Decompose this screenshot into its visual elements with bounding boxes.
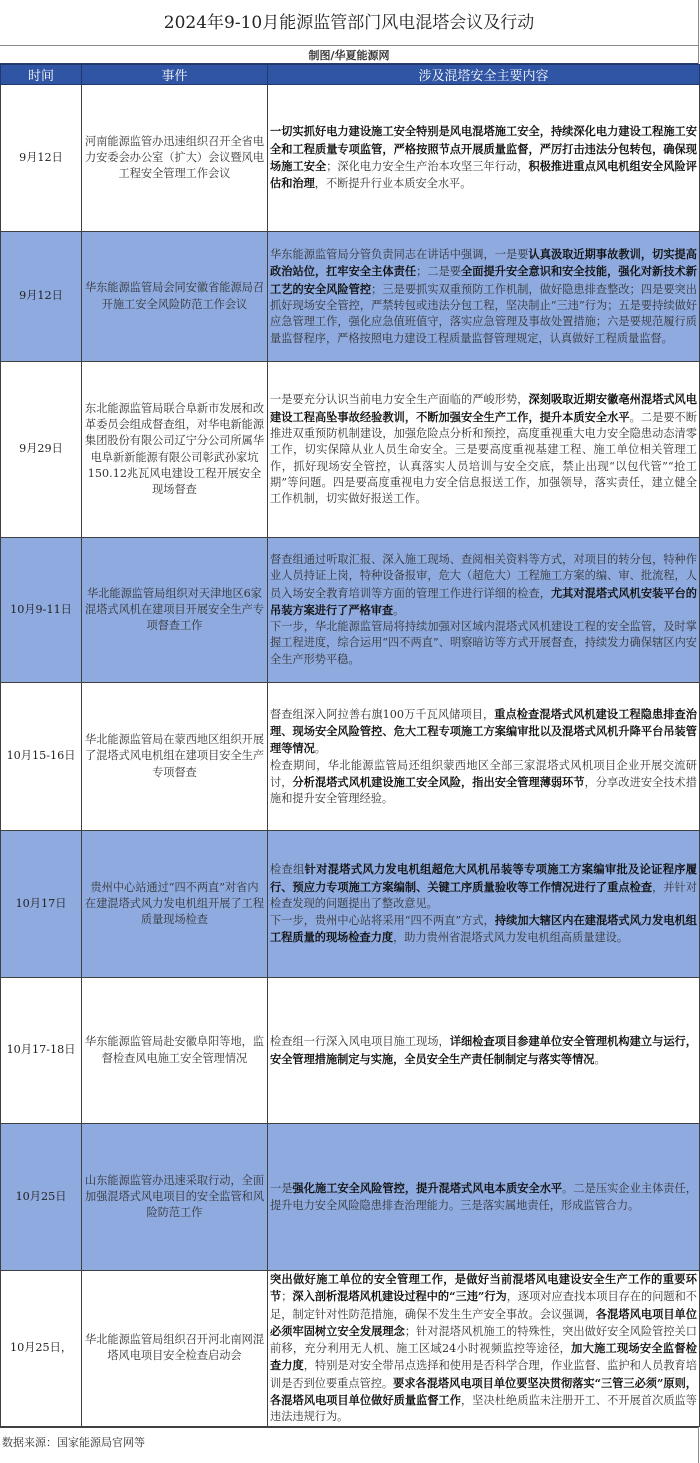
table-row bbox=[1, 232, 700, 362]
cell-time: 10月25日， bbox=[1, 1271, 82, 1427]
cell-content: 督查组通过听取汇报、深入施工现场、查阅相关资料等方式，对项目的转分包，特种作业人员持证上岗，特种设备报审，危大（超危大）工程施工方案的编、审、批流程，人员入场安全教育培训等方面的管理工作进行详细的检查，尤其对混塔式风机安装平台的吊装方案进行了严格审查。 下一步，华北能源监管局将持续加强对区域内混塔式风机建设工程的安全监管，及时掌握工程进度，综合运用“四不两直”、明察暗访等方式开展督查，持续发力确保辖区内安全生产形势平稳。 bbox=[268, 538, 700, 683]
cell-content: 一切实抓好电力建设施工安全特别是风电混塔施工安全，持续深化电力建设工程施工安全和工程质量专项监管，严格按照节点开展质量监督，严厉打击违法分包转包，确保现场施工安全；深化电力安全生产治本攻坚三年行动，积极推进重点风电机组安全风险评估和治理，不断提升行业本质安全水平。 bbox=[268, 85, 700, 232]
table-row bbox=[1, 362, 700, 538]
cell-time: 10月15-16日 bbox=[1, 683, 82, 831]
table-row bbox=[1, 1271, 700, 1427]
cell-event: 河南能源监管办迅速组织召开全省电力安委会办公室（扩大）会议暨风电工程安全管理工作会议 bbox=[82, 85, 268, 232]
cell-event: 贵州中心站通过“四不两直”对省内在建混塔式风力发电机组开展了工程质量现场检查 bbox=[82, 831, 268, 978]
cell-event: 华北能源监管局组织召开河北南网混塔风电项目安全检查启动会 bbox=[82, 1271, 268, 1427]
cell-time: 10月17日 bbox=[1, 831, 82, 978]
table-row bbox=[1, 538, 700, 683]
cell-content: 检查组针对混塔式风力发电机组超危大风机吊装等专项施工方案编审批及论证程序履行、预应力专项施工方案编制、关键工序质量验收等工作情况进行了重点检查，并针对检查发现的问题提出了整改意见。 下一步，贵州中心站将采用“四不两直”方式，持续加大辖区内在建混塔式风力发电机组工程质量的现场检查力度，助力贵州省混塔式风力发电机组高质量建设。 bbox=[268, 831, 700, 978]
table-row bbox=[1, 1124, 700, 1271]
table-row bbox=[1, 831, 700, 978]
cell-time: 10月25日 bbox=[1, 1124, 82, 1271]
page-title: 2024年9-10月能源监管部门风电混塔会议及行动 bbox=[0, 0, 698, 46]
cell-time: 9月12日 bbox=[1, 85, 82, 232]
cell-content: 督查组深入阿拉善右旗100万千瓦风储项目，重点检查混塔式风机建设工程隐患排查治理、现场安全风险管控、危大工程专项施工方案编审批以及混塔式风机升降平台吊装管理等情况。 检查期间，华北能源监管局还组织蒙西地区全部三家混塔式风机项目企业开展交流研讨，分析混塔式风机建设施工安全风险，指出安全管理薄弱环节，分享改进安全技术措施和提升安全管理经验。 bbox=[268, 683, 700, 831]
cell-event: 山东能源监管办迅速采取行动，全面加强混塔式风电项目的安全监管和风险防范工作 bbox=[82, 1124, 268, 1271]
events-table bbox=[0, 64, 700, 1427]
cell-content: 一是强化施工安全风险管控，提升混塔式风电本质安全水平。二是压实企业主体责任，提升电力安全风险隐患排查治理能力。三是落实属地责任，形成监管合力。 bbox=[268, 1124, 700, 1271]
table-body bbox=[1, 85, 700, 1427]
table-row bbox=[1, 85, 700, 232]
table-row bbox=[1, 978, 700, 1124]
data-source-note: 数据来源：国家能源局官网等 bbox=[0, 1427, 698, 1463]
column-header-content: 涉及混塔安全主要内容 bbox=[268, 65, 700, 85]
cell-content: 华东能源监管局分管负责同志在讲话中强调，一是要认真汲取近期事故教训，切实提高政治站位，扛牢安全主体责任；二是要全面提升安全意识和安全技能，强化对新技术新工艺的安全风险管控；三是要抓实双重预防工作机制，做好隐患排查整改；四是要突出抓好现场安全管控，严禁转包或违法分包工程，坚决制止“三违”行为；五是要持续做好应急管理工作，强化应急值班值守，落实应急管理及事故处置措施；六是要规范履行质量监督程序，严格按照电力建设工程质量监督管理规定，认真做好工程质量监督。 bbox=[268, 232, 700, 362]
table-header-row bbox=[1, 65, 700, 85]
cell-event: 华东能源监管局会同安徽省能源局召开施工安全风险防范工作会议 bbox=[82, 232, 268, 362]
column-header-time: 时间 bbox=[1, 65, 82, 85]
cell-time: 10月9-11日 bbox=[1, 538, 82, 683]
column-header-event: 事件 bbox=[82, 65, 268, 85]
credit-label: 制图/华夏能源网 bbox=[308, 48, 390, 62]
cell-time: 10月17-18日 bbox=[1, 978, 82, 1124]
cell-event: 东北能源监管局联合阜新市发展和改革委员会组成督查组，对华电新能源集团股份有限公司辽宁分公司所属华电阜新新能源有限公司彰武孙家坑150.12兆瓦风电建设工程开展安全现场督查 bbox=[82, 362, 268, 538]
cell-content: 突出做好施工单位的安全管理工作，是做好当前混塔风电建设安全生产工作的重要环节；深入剖析混塔风机建设过程中的“三违”行为，逐项对应查找本项目存在的问题和不足，制定针对性防范措施，确保不发生生产安全事故。会议强调，各混塔风电项目单位必须牢固树立安全发展理念；针对混塔风机施工的特殊性，突出做好安全风险管控关口前移，充分利用无人机、施工区域24小时视频监控等途径，加大施工现场安全监督检查力度，特别是对安全带吊点选择和使用是否科学合理，作业监督、监护和人员教育培训是否到位要重点管控。要求各混塔风电项目单位要坚决贯彻落实“三管三必须”原则，各混塔风电项目单位做好质量监督工作，坚决杜绝质监未注册开工、不开展首次质监等违法违规行为。 bbox=[268, 1271, 700, 1427]
cell-event: 华北能源监管局在蒙西地区组织开展了混塔式风电机组在建项目安全生产专项督查 bbox=[82, 683, 268, 831]
cell-event: 华东能源监管局赴安徽阜阳等地，监督检查风电施工安全管理情况 bbox=[82, 978, 268, 1124]
cell-time: 9月12日 bbox=[1, 232, 82, 362]
cell-time: 9月29日 bbox=[1, 362, 82, 538]
credit-row bbox=[0, 46, 698, 64]
cell-content: 一是要充分认识当前电力安全生产面临的严峻形势，深刻吸取近期安徽亳州混塔式风电建设工程高坠事故经验教训，不断加强安全生产工作，提升本质安全水平。二是要不断推进双重预防机制建设，加强危险点分析和预控，高度重视重大电力安全隐患动态清零工作，切实保障从业人员生命安全。三是要高度重视基建工程、施工单位相关管理工作，抓好现场安全管控，认真落实人员培训与安全交底，禁止出现“以包代管”“抢工期”等问题。四是要高度重视电力安全信息报送工作，加强领导，落实责任，建立健全工作机制，切实做好报送工作。 bbox=[268, 362, 700, 538]
cell-event: 华北能源监管局组织对天津地区6家混塔式风机在建项目开展安全生产专项督查工作 bbox=[82, 538, 268, 683]
cell-content: 检查组一行深入风电项目施工现场，详细检查项目参建单位安全管理机构建立与运行，安全管理措施制定与实施，全员安全生产责任制制定与落实等情况。 bbox=[268, 978, 700, 1124]
table-row bbox=[1, 683, 700, 831]
